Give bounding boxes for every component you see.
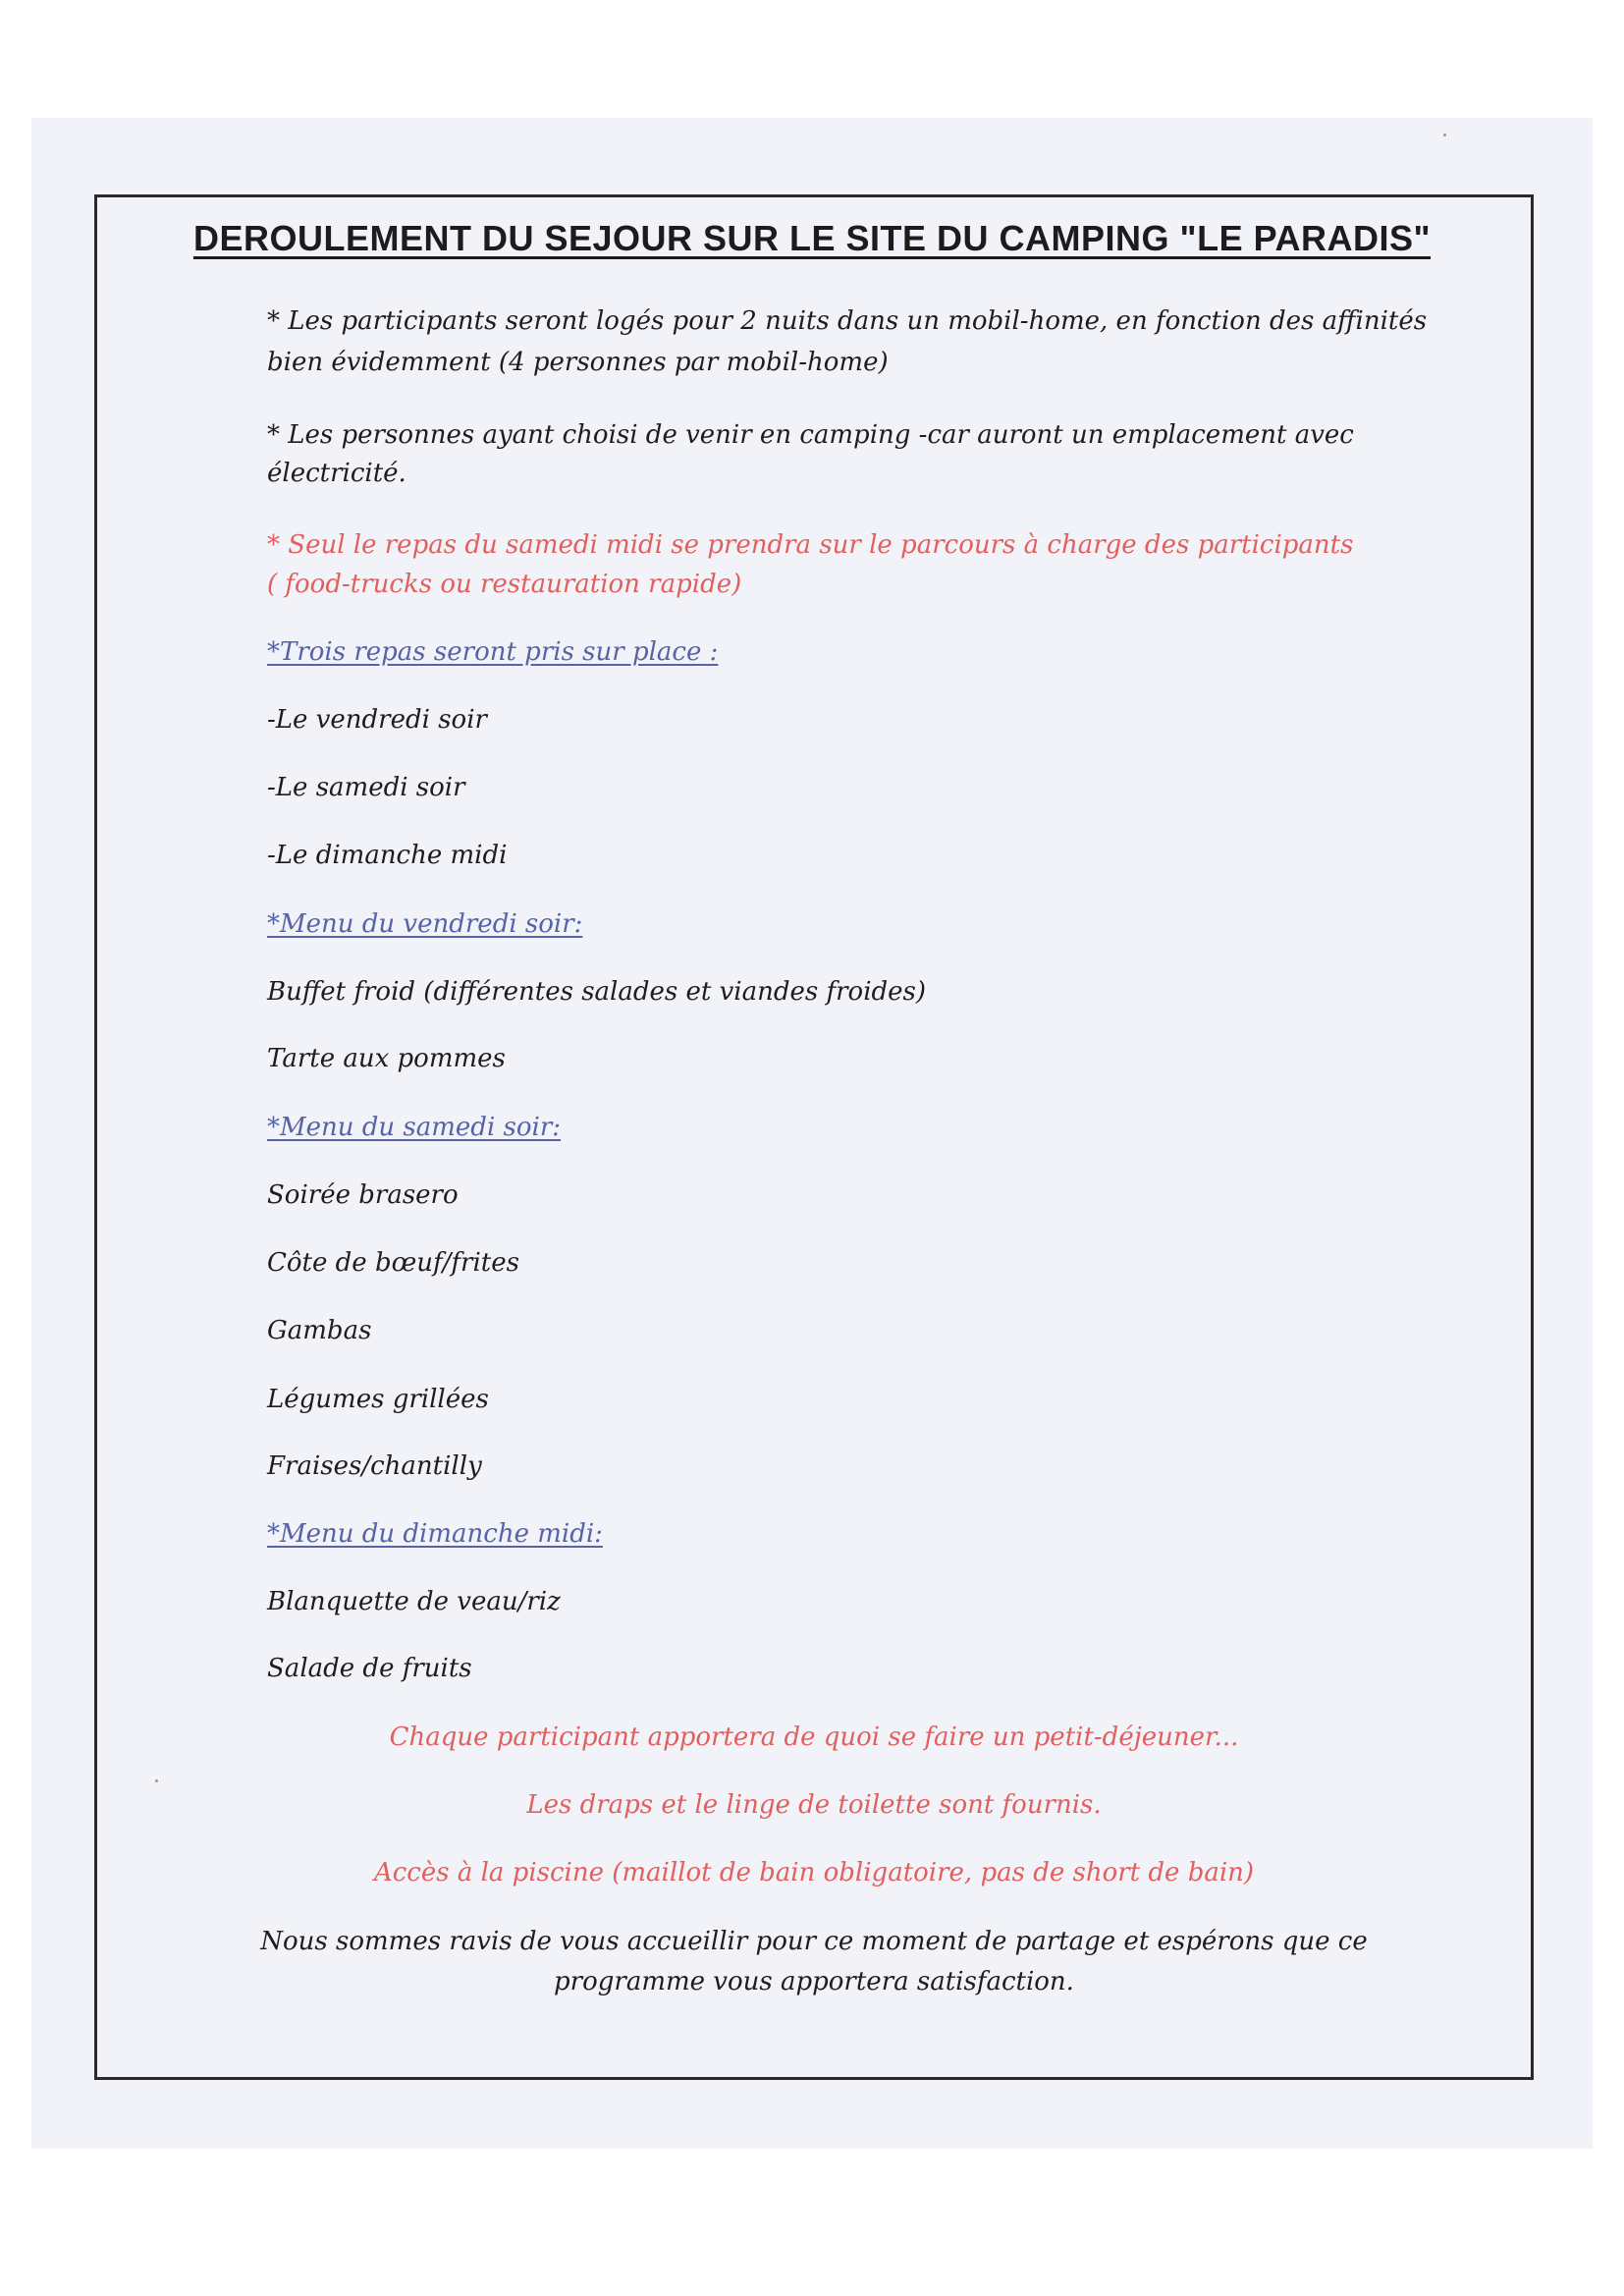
meal-item: -Le samedi soir [267, 773, 465, 802]
intro-camping-car-line-2: électricité. [267, 459, 406, 488]
menu-sunday-heading: *Menu du dimanche midi: [267, 1519, 603, 1549]
meal-item: -Le vendredi soir [267, 705, 487, 735]
scan-speck [155, 1779, 158, 1782]
lunch-note-line-2: ( food-trucks ou restauration rapide) [267, 570, 742, 599]
intro-camping-car-line-1: * Les personnes ayant choisi de venir en camping -car auront un emplacement avec [267, 420, 1354, 450]
lunch-note-line-1: * Seul le repas du samedi midi se prendra sur le parcours à charge des participants [267, 530, 1354, 560]
menu-saturday-heading: *Menu du samedi soir: [267, 1113, 562, 1142]
closing-line-1: Nous sommes ravis de vous accueillir pour ce moment de partage et espérons que ce [260, 1927, 1368, 1956]
menu-item: Buffet froid (différentes salades et viandes froides) [267, 977, 927, 1007]
notice-pool: Accès à la piscine (maillot de bain obligatoire, pas de short de bain) [373, 1858, 1255, 1887]
closing-line-2: programme vous apportera satisfaction. [554, 1967, 1074, 1996]
menu-item: Gambas [267, 1316, 372, 1345]
menu-friday-heading: *Menu du vendredi soir: [267, 909, 583, 939]
menu-item: Tarte aux pommes [267, 1044, 506, 1073]
menu-item: Côte de bœuf/frites [267, 1248, 519, 1278]
menu-item: Soirée brasero [267, 1180, 459, 1210]
menu-item: Légumes grillées [267, 1385, 489, 1414]
document-title: DEROULEMENT DU SEJOUR SUR LE SITE DU CAMPING "LE PARADIS" [192, 218, 1432, 258]
menu-item: Fraises/chantilly [267, 1451, 482, 1481]
meals-heading: *Trois repas seront pris sur place : [267, 637, 719, 667]
intro-lodging-line-1: * Les participants seront logés pour 2 nuits dans un mobil-home, en fonction des affinités [267, 306, 1428, 336]
menu-item: Blanquette de veau/riz [267, 1587, 561, 1616]
notice-linen: Les draps et le linge de toilette sont fournis. [526, 1790, 1102, 1820]
menu-item: Salade de fruits [267, 1654, 472, 1683]
notice-breakfast: Chaque participant apportera de quoi se faire un petit-déjeuner... [389, 1722, 1239, 1752]
intro-lodging-line-2: bien évidemment (4 personnes par mobil-home) [267, 348, 889, 377]
meal-item: -Le dimanche midi [267, 841, 508, 870]
scan-speck [1443, 134, 1446, 137]
